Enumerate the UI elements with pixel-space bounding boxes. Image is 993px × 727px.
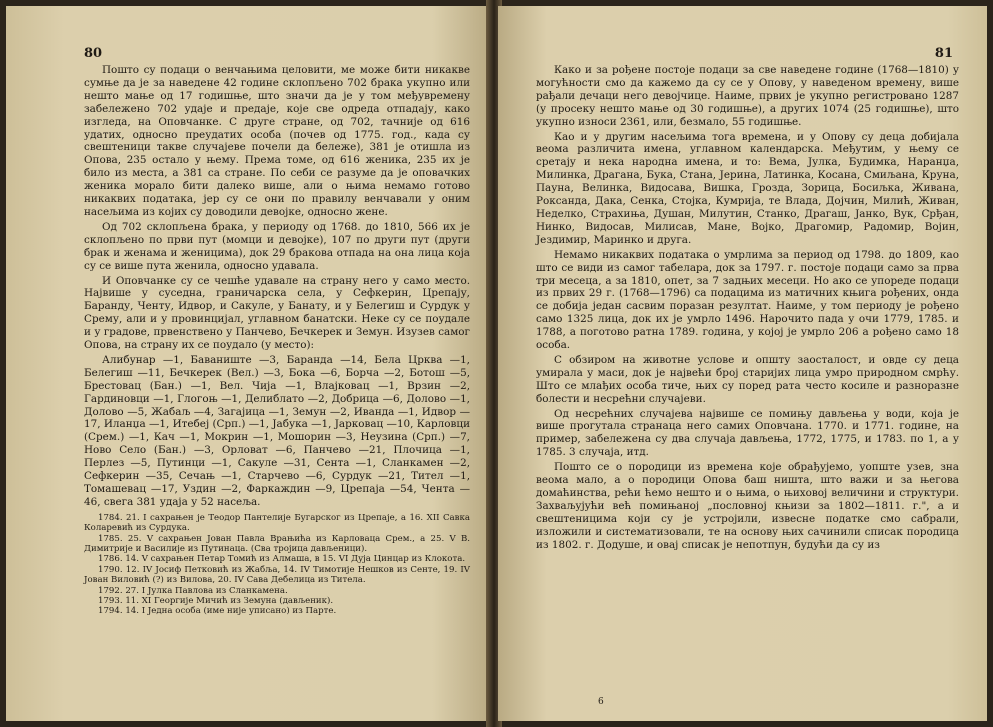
right-body bbox=[536, 64, 959, 552]
footnote: 1790. 12. IV Јосиф Петковић из Жабља, 14. IV Тимотије Нешков из Сенте, 19. IV Јован Виловић (?) из Вилова, 20. IV Сава Дебелица из Титела. bbox=[84, 564, 470, 586]
left-page bbox=[6, 6, 490, 721]
page-number-left: 80 bbox=[84, 46, 103, 61]
paragraph: И Оповчанке су се чешће удавале на страну него у само место. Највише у суседна, граничарска села, у Сефкерин, Црепају, Баранду, Ченту, Идвор, и Сакуле, у Банату, и у Белегиш и Сурдук у Срему, али и у провинцијал, углавном банатски. Неке су се поудале и у градове, првенствено у Панчево, Бечкерек и Земун. Изузев самог Опова, на страну их се поудало (у место): bbox=[84, 274, 470, 352]
paragraph: Како и за рођене постоје подаци за све наведене године (1768—1810) у могућности смо да кажемо да су се у Опову, у наведеном времену, више рађали дечаци него девојчице. Наиме, првих је укупно регистровано 1287 (у просеку нешто мање од 30 годишње), а других 1074 (25 годишње), што укупно износи 2361, или, безмало, 55 годишње. bbox=[536, 64, 959, 128]
paragraph: Од несрећних случајева највише се помињу дављења у води, која је више прогутала странаца него самих Оповчана. 1770. и 1771. године, на пример, забележена су два случаја дављења, 1772, 1775, и 1783. по 1, а у 1785. 3 случаја, итд. bbox=[536, 407, 959, 459]
footnote: 1786. 14. V сахрањен Петар Томић из Алмаша, в 15. VI Дуја Цинцар из Клокота. bbox=[98, 554, 466, 565]
page-number-right: 81 bbox=[934, 46, 953, 61]
paragraph: Пошто су подаци о венчањима целовити, ме може бити никакве сумње да је за наведене 42 године склопљено 702 брака укупно или нешто мање од 17 годишње, што значи да је у том међувремену забележено 702 удаје и предаје, које све одреда отпадају, како изгледа, на Оповчанке. С друге стране, од 702, тачније од 616 удатих, односно преудатих особа (почев од 1775. год., када су свештеници такве случајеве почели да бележе), 381 је отишла из Опова, 235 остало у њему. Према томе, од 616 женика, 235 их је било из места, а 381 са стране. По себи се разуме да је оповачких женика морало бити далеко више, али о њима немамо готово никаквих података, јер су се они по правилу венчавали у оним насељима из којих су доводили девојке, односно жене. bbox=[84, 64, 470, 218]
footnote: 1784. 21. I сахрањен је Теодор Пантелије Бугарског из Црепаје, а 16. XII Савка Коларевић из Сурдука. bbox=[84, 512, 470, 534]
paragraph: Немамо никаквих података о умрлима за период од 1798. до 1809, као што се види из самог табелара, док за 1797. г. постоје подаци само за прва три месеца, а за 1810, опет, за 7 задњих месеци. Но ако се упореде подаци из првих 29 г. (1768—1796) са подацима из матичних књига рођених, онда се добија један сасвим поразан резултат. Наиме, у том периоду је рођено само 1325 лица, док их је умрло 1496. Нарочито пада у очи 1779, 1785. и 1788, а поготово ратна 1789. година, у којој је умрло 206 а рођено само 18 особа. bbox=[536, 248, 959, 352]
right-page bbox=[498, 6, 987, 721]
paragraph: С обзиром на животне услове и општу заосталост, и овде су деца умирала у маси, док је највећи број старијих лица умро природном смрћу. Што се млађих особа тиче, њих су поред рата често косиле и разноразне болести и несрећни случајеви. bbox=[536, 353, 959, 405]
signature-mark: 6 bbox=[598, 697, 604, 707]
footnotes bbox=[84, 513, 470, 617]
paragraph: Као и у другим насељима тога времена, и у Опову су деца добијала веома различита имена, углавном календарска. Међутим, у њему се сретају и нека народна имена, и то: Вема, Јулка, Будимка, Наранџа, Милинка, Драгана, Бука, Стана, Јерина, Латинка, Косана, Смиљана, Круна, Пауна, Велинка, Видосава, Вишка, Гроздa, Зорица, Босиљка, Живана, Роксанда, Дака, Сенка, Стојка, Кумрија, те Влада, Дојчин, Милић, Живан, Неделко, Страхиња, Душан, Милутин, Станко, Драгаш, Јанко, Вук, Срђан, Нинко, Видосав, Милисав, Мане, Војко, Драгомир, Радомир, Војин, Јездимир, Маринко и друга. bbox=[536, 130, 959, 246]
paragraph: Пошто се о породици из времена које обрађујемо, уопште узев, зна веома мало, а о породици Опова баш ништа, што важи и за његова домаћинства, рећи ћемо нешто и о њима, о њиховој величини и структури. Захваљујући већ помињаној „пословној књизи за 1802—1811. г.", а и свештеницима који су је устројили, извесне податке смо сабрали, изложили и систематизовали, те на основу њих сачинили списак породица из 1802. г. Додуше, и овај списак је непотпун, будући да су из bbox=[536, 461, 959, 551]
footnote: 1792. 27. I Јулка Павлова из Сланкамена. bbox=[98, 585, 288, 596]
paragraph: Алибунар —1, Бавaниште —3, Баранда —14, Бела Црква —1, Белегиш —11, Бечкерек (Вел.) —3, Бока —6, Борча —2, Ботош —5, Брестовац (Бан.) —1, Вел. Чија —1, Влајковац —1, Врзин —2, Гардиновци —1, Глогоњ —1, Делиблато —2, Добрица —6, Долово —1, Долово —5, Жабаљ —4, Загајица —1, Земун —2, Иванда —1, Идвор —17, Иланџа —1, Итебеј (Срп.) —1, Јабука —1, Јарковац —10, Карловци (Срем.) —1, Кач —1, Мокрин —1, Мошорин —3, Неузина (Срп.) —7, Ново Село (Бан.) —3, Орловат —6, Панчево —21, Плочица —1, Перлез —5, Путинци —1, Сакуле —31, Сента —1, Сланкамен —2, Сефкерин —35, Сечањ —1, Старчево —6, Сурдук —21, Тител —1, Томашевац —17, Уздин —2, Фаркаждин —9, Црепаја —54, Чента —46, свега 381 удаја у 52 насеља. bbox=[84, 353, 470, 508]
footnote: 1785. 25. V сахрањен Јован Павла Врањића из Карловаца Срем., а 25. V В. Димитрије и Василије из Путинаца. (Сва тројица дављеници). bbox=[84, 533, 470, 555]
left-body bbox=[84, 64, 470, 509]
footnote: 1793. 11. XI Георгије Мичић из Земуна (дављеник). bbox=[98, 596, 334, 607]
footnote: 1794. 14. I Једна особа (име није уписано) из Парте. bbox=[98, 606, 337, 617]
paragraph: Од 702 склопљена брака, у периоду од 1768. до 1810, 566 их је склопљено по први пут (момци и девојке), 107 по други пут (други брак и женама и женицима), док 29 бракова отпада на она лица која су се више пута женила, односно удавала. bbox=[84, 220, 470, 272]
